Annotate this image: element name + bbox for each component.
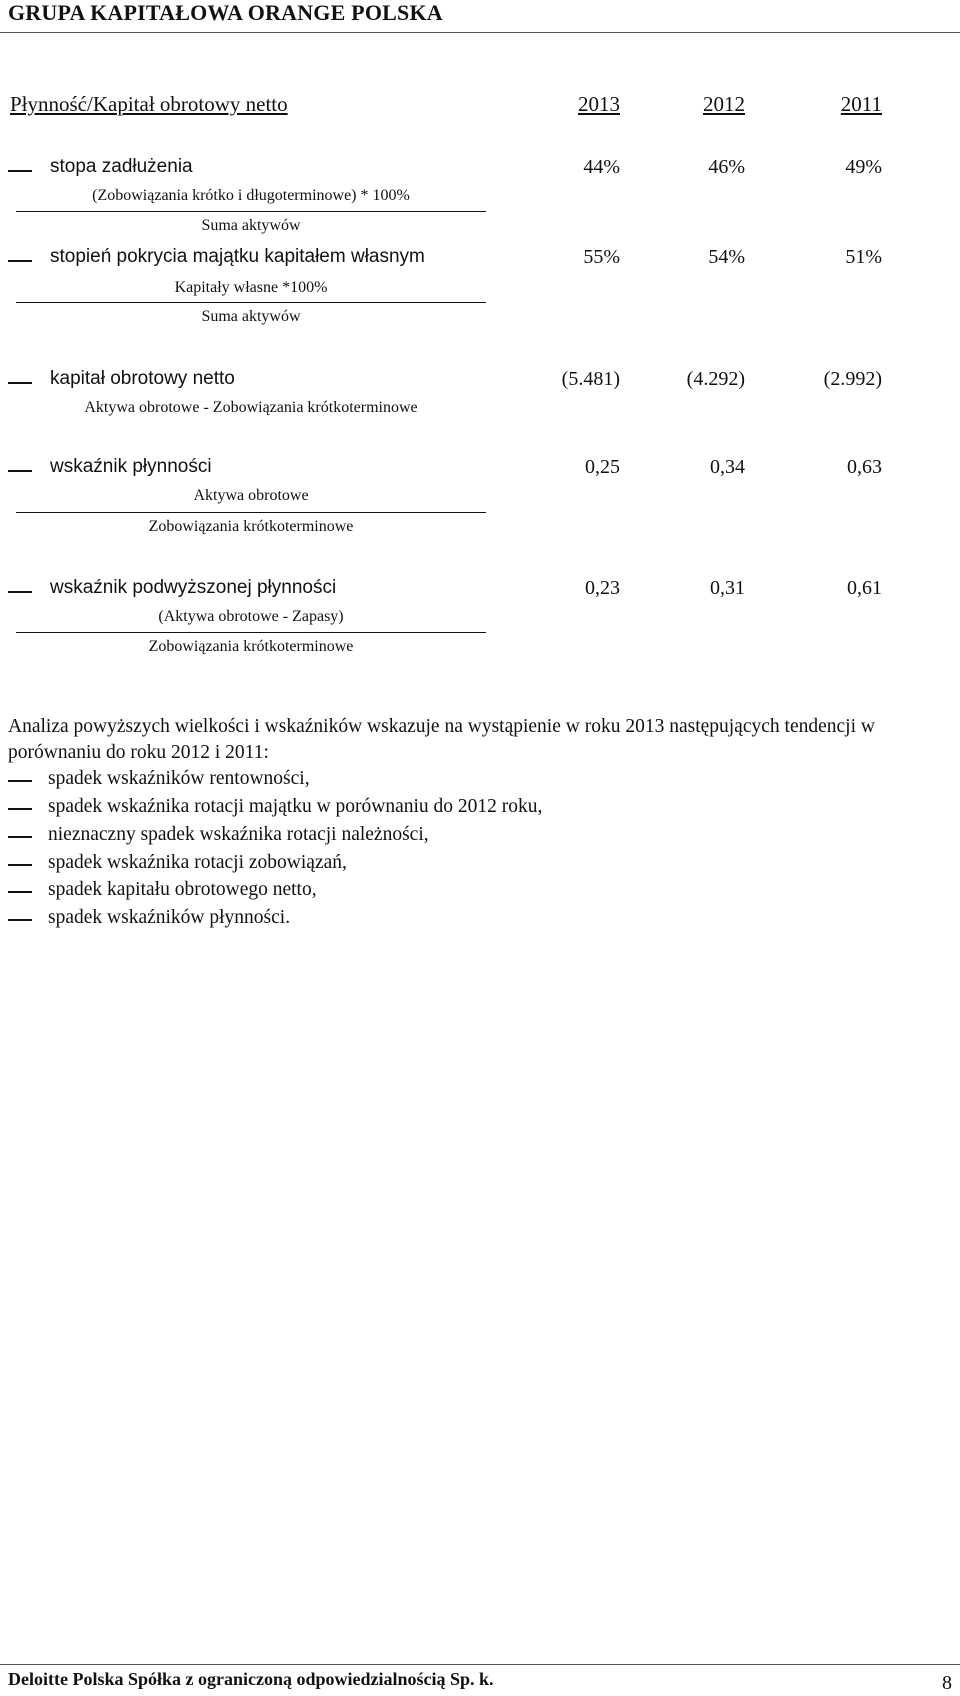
bullet-dash bbox=[8, 836, 32, 838]
value-2013: 44% bbox=[583, 156, 620, 178]
formula-denominator: Zobowiązania krótkoterminowe bbox=[148, 518, 354, 535]
formula-denominator: Suma aktywów bbox=[201, 308, 301, 325]
metric-name: kapitał obrotowy netto bbox=[50, 368, 235, 389]
value-2012: 0,34 bbox=[710, 456, 745, 478]
value-2012: 54% bbox=[708, 246, 745, 268]
list-item-text: spadek kapitału obrotowego netto, bbox=[48, 879, 317, 900]
formula-numerator: (Aktywa obrotowe - Zapasy) bbox=[158, 608, 344, 625]
value-2012: 46% bbox=[708, 156, 745, 178]
metric-name: wskaźnik płynności bbox=[50, 456, 212, 477]
bullet-dash bbox=[8, 919, 32, 921]
row-dash-marker bbox=[8, 382, 32, 384]
footer-divider bbox=[0, 1664, 960, 1665]
fraction-line bbox=[16, 512, 486, 513]
year-header-2011: 2011 bbox=[840, 92, 882, 116]
fraction-line bbox=[16, 302, 486, 303]
bullet-dash bbox=[8, 808, 32, 810]
formula-denominator: Zobowiązania krótkoterminowe bbox=[148, 638, 354, 655]
formula-numerator: Kapitały własne *100% bbox=[174, 279, 328, 296]
year-header-2012: 2012 bbox=[703, 92, 745, 116]
value-2012: 0,31 bbox=[710, 577, 745, 599]
value-2013: (5.481) bbox=[561, 368, 620, 390]
value-2011: (2.992) bbox=[823, 368, 882, 390]
value-2013: 55% bbox=[583, 246, 620, 268]
list-item-text: nieznaczny spadek wskaźnika rotacji należności, bbox=[48, 824, 429, 845]
metric-name: stopa zadłużenia bbox=[50, 156, 193, 177]
formula-denominator: Suma aktywów bbox=[201, 217, 301, 234]
value-2011: 0,61 bbox=[847, 577, 882, 599]
bullet-dash bbox=[8, 891, 32, 893]
row-dash-marker bbox=[8, 470, 32, 472]
value-2013: 0,23 bbox=[585, 577, 620, 599]
list-item-text: spadek wskaźników płynności. bbox=[48, 907, 291, 928]
fraction-line bbox=[16, 632, 486, 633]
analysis-paragraph: Analiza powyższych wielkości i wskaźników wskazuje na wystąpienie w roku 2013 następujących tendencji w porównaniu do roku 2012 i 2011: bbox=[8, 716, 875, 763]
value-2013: 0,25 bbox=[585, 456, 620, 478]
list-item-text: spadek wskaźnika rotacji zobowiązań, bbox=[48, 852, 347, 873]
year-header-2013: 2013 bbox=[578, 92, 620, 116]
metric-name: stopień pokrycia majątku kapitałem własnym bbox=[50, 246, 425, 267]
row-dash-marker bbox=[8, 591, 32, 593]
metric-name: wskaźnik podwyższonej płynności bbox=[50, 577, 337, 598]
page-number: 8 bbox=[942, 1672, 952, 1694]
fraction-line bbox=[16, 211, 486, 212]
value-2012: (4.292) bbox=[686, 368, 745, 390]
table-title: Płynność/Kapitał obrotowy netto bbox=[10, 92, 288, 116]
value-2011: 49% bbox=[845, 156, 882, 178]
document-title: GRUPA KAPITAŁOWA ORANGE POLSKA bbox=[8, 0, 443, 25]
formula-numerator: (Zobowiązania krótko i długoterminowe) * 100% bbox=[92, 187, 410, 204]
footer-company: Deloitte Polska Spółka z ograniczoną odpowiedzialnością Sp. k. bbox=[8, 1669, 494, 1689]
header-divider bbox=[0, 32, 960, 33]
value-2011: 0,63 bbox=[847, 456, 882, 478]
row-dash-marker bbox=[8, 170, 32, 172]
bullet-dash bbox=[8, 780, 32, 782]
list-item-text: spadek wskaźnika rotacji majątku w porównaniu do 2012 roku, bbox=[48, 796, 543, 817]
formula-text: Aktywa obrotowe - Zobowiązania krótkoterminowe bbox=[84, 399, 418, 416]
list-item-text: spadek wskaźników rentowności, bbox=[48, 768, 310, 789]
row-dash-marker bbox=[8, 260, 32, 262]
formula-numerator: Aktywa obrotowe bbox=[193, 487, 309, 504]
bullet-dash bbox=[8, 864, 32, 866]
value-2011: 51% bbox=[845, 246, 882, 268]
